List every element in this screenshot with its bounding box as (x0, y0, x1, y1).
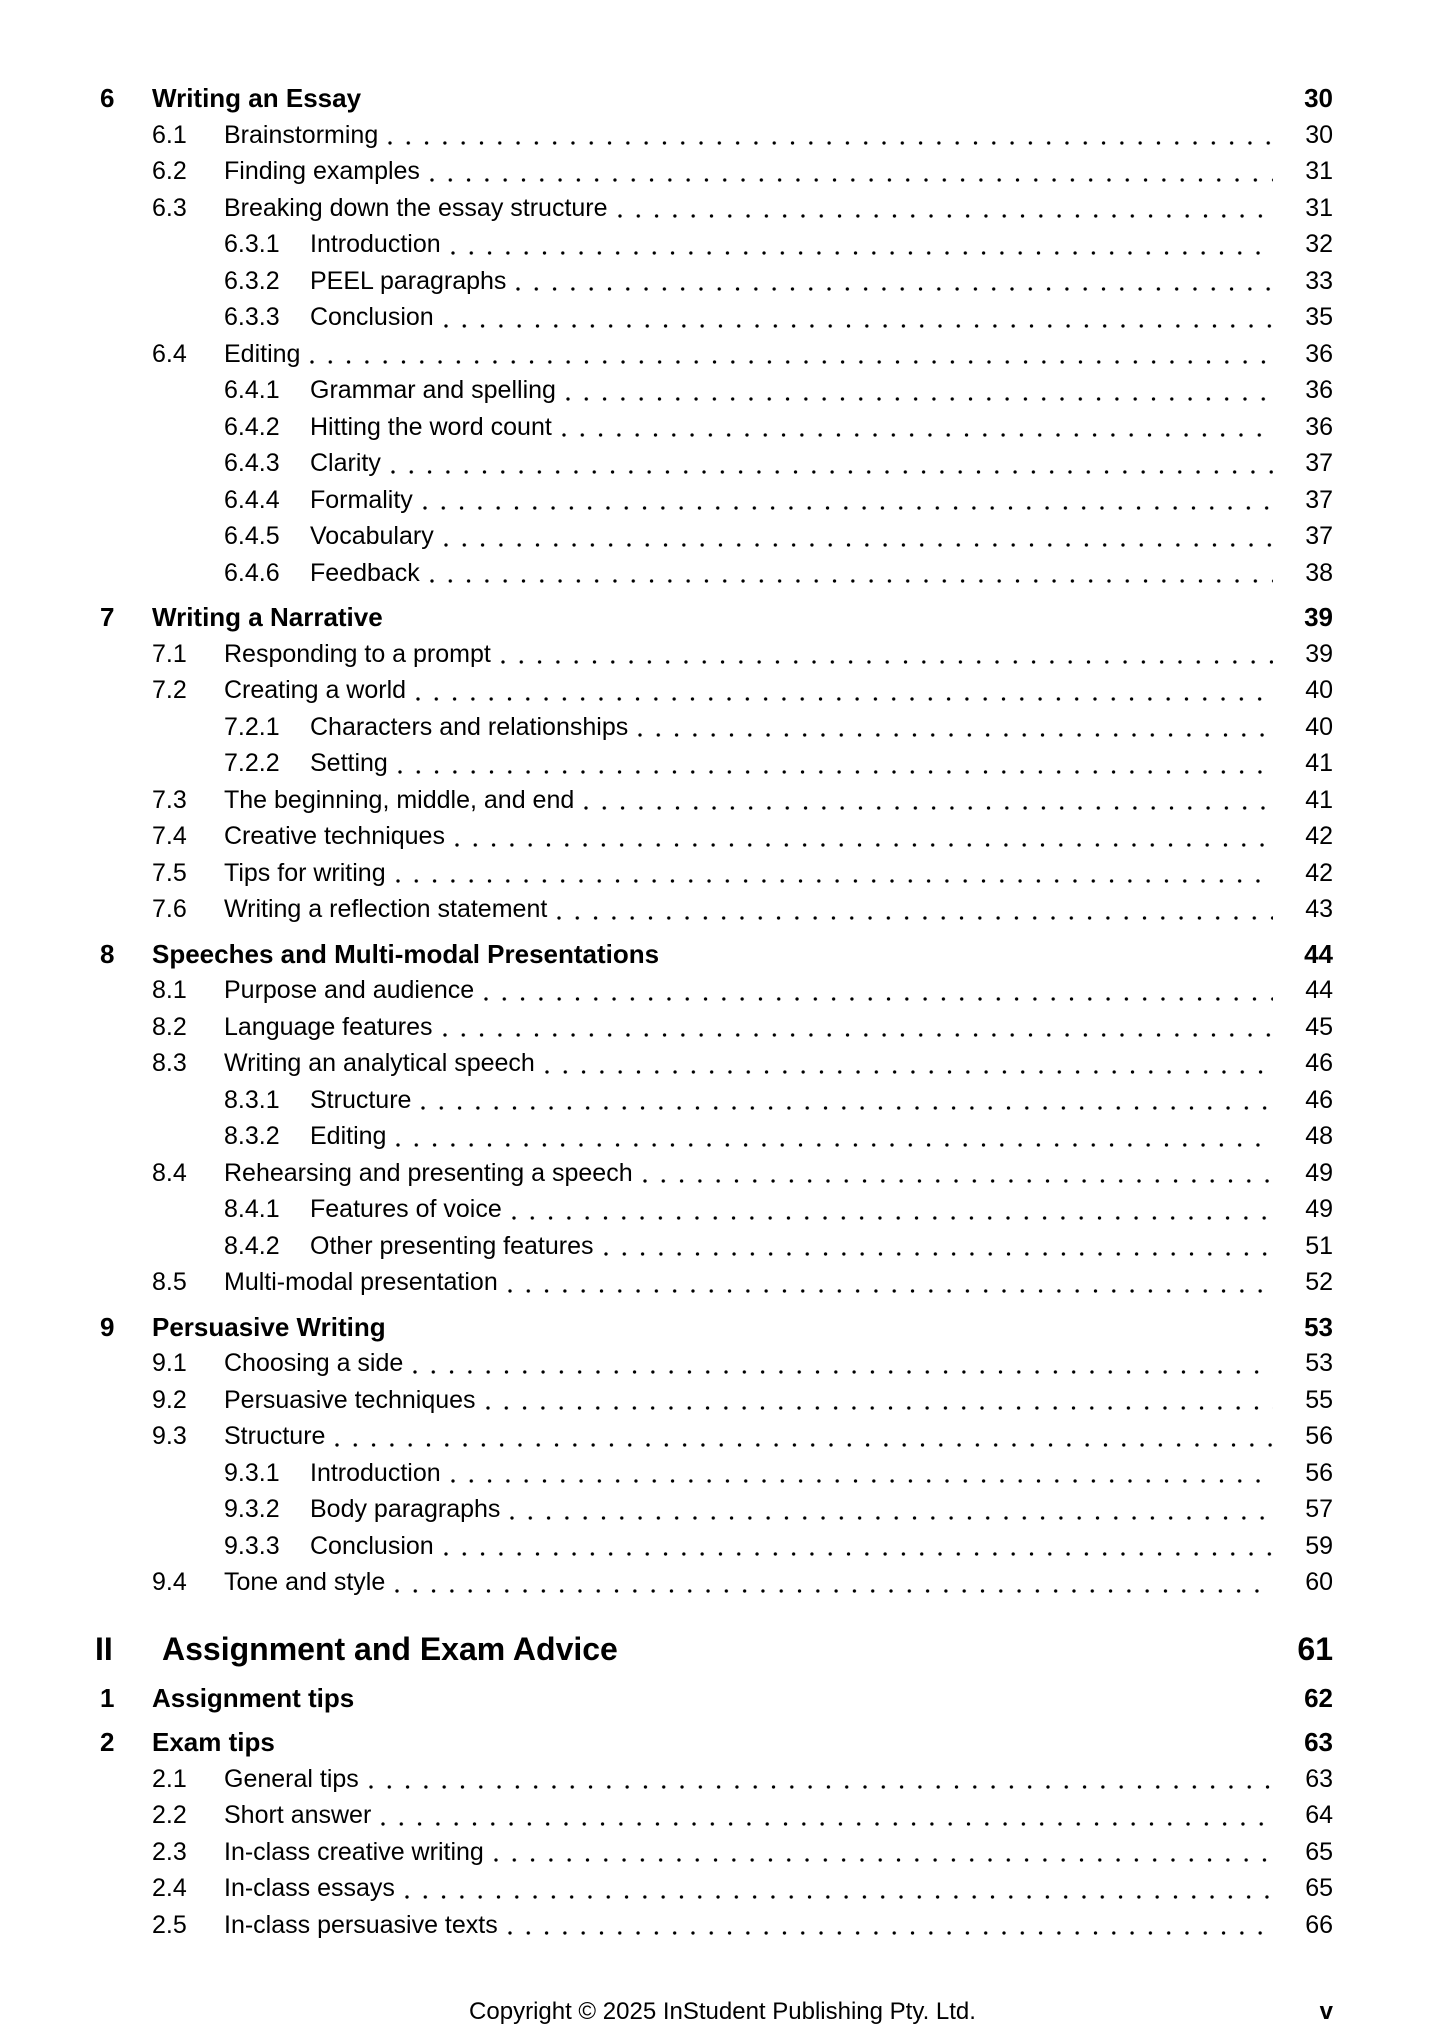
toc-entry-page: 36 (1305, 339, 1333, 368)
toc-entry[interactable] (0, 782, 1333, 819)
toc-entry-number: 9.4 (152, 1568, 187, 1596)
dot-leader (451, 1479, 1273, 1483)
toc-entry-number: 9.3.3 (224, 1531, 280, 1560)
toc-entry-page: 53 (1305, 1349, 1333, 1377)
dot-leader (643, 1179, 1273, 1183)
toc-entry-title: Editing (224, 339, 301, 368)
toc-entry-title: Assignment tips (152, 1682, 355, 1713)
toc-entry[interactable] (0, 445, 1333, 482)
toc-entry-page: 62 (1304, 1682, 1333, 1713)
toc-entry-page: 31 (1305, 157, 1333, 185)
dot-leader (455, 843, 1273, 847)
toc-entry-number: 2 (100, 1727, 115, 1757)
toc-entry-page: 44 (1304, 938, 1333, 969)
toc-entry[interactable] (0, 1724, 1333, 1761)
dot-leader (310, 360, 1273, 364)
dot-leader (638, 733, 1273, 737)
toc-entry[interactable] (0, 709, 1333, 746)
toc-entry-page: 32 (1305, 230, 1333, 258)
toc-entry-title: Introduction (310, 1458, 441, 1487)
toc-entry-number: 8.1 (152, 976, 187, 1004)
toc-entry-page: 33 (1305, 266, 1333, 295)
toc-entry[interactable] (0, 599, 1333, 636)
toc-entry-page: 60 (1305, 1568, 1333, 1596)
toc-entry-number: 6.4.1 (224, 376, 280, 404)
dot-leader (510, 1516, 1273, 1520)
toc-entry-title: Editing (310, 1122, 387, 1150)
dot-leader (566, 397, 1273, 401)
toc-entry-number: 7.1 (152, 639, 187, 668)
toc-entry-number: 1 (100, 1682, 115, 1713)
toc-entry-title: Multi-modal presentation (224, 1268, 498, 1296)
toc-entry-title: Writing an Essay (152, 83, 362, 113)
toc-entry[interactable] (0, 372, 1333, 409)
dot-leader (451, 251, 1273, 255)
toc-entry[interactable] (0, 1118, 1333, 1155)
toc-entry-number: 8.2 (152, 1012, 187, 1041)
toc-entry-title: Finding examples (224, 157, 420, 185)
toc-entry-number: 9.2 (152, 1385, 187, 1414)
toc-entry-title: Tone and style (224, 1568, 386, 1596)
toc-entry-number: 9.3.1 (224, 1458, 280, 1487)
dot-leader (413, 1370, 1273, 1374)
toc-entry-page: 37 (1305, 522, 1333, 550)
toc-entry-number: 6 (100, 83, 115, 113)
toc-entry-page: 45 (1305, 1012, 1333, 1041)
toc-entry[interactable] (0, 190, 1333, 227)
toc-entry-number: 8.4.2 (224, 1231, 280, 1260)
toc-entry[interactable] (0, 1834, 1333, 1871)
toc-entry-number: 9 (100, 1311, 115, 1342)
toc-entry-page: 63 (1305, 1764, 1333, 1793)
toc-entry-title: Conclusion (310, 1531, 434, 1560)
toc-entry-number: 6.3.2 (224, 266, 280, 295)
toc-entry-title: In-class creative writing (224, 1837, 484, 1866)
toc-entry-title: Other presenting features (310, 1231, 594, 1260)
toc-entry-number: 6.1 (152, 120, 187, 149)
toc-entry-number: 6.4.4 (224, 485, 280, 514)
toc-entry-page: 48 (1305, 1122, 1333, 1150)
toc-entry-title: Creating a world (224, 676, 407, 704)
toc-entry-title: Feedback (310, 558, 420, 587)
toc-entry[interactable] (0, 1528, 1333, 1565)
toc-entry-page: 42 (1305, 822, 1333, 850)
toc-entry-page: 43 (1305, 895, 1333, 923)
toc-entry-page: 49 (1305, 1195, 1333, 1223)
toc-entry[interactable] (0, 153, 1333, 190)
dot-leader (405, 1895, 1273, 1899)
toc-entry[interactable] (0, 1155, 1333, 1192)
toc-entry[interactable] (0, 1228, 1333, 1265)
toc-entry-number: 8.5 (152, 1268, 187, 1296)
toc-entry-number: 9.3.2 (224, 1495, 280, 1523)
toc-entry-page: 40 (1305, 712, 1333, 741)
toc-entry-number: 6.4.5 (224, 522, 280, 550)
page-footer (0, 1996, 1445, 2028)
toc-entry-number: 8.3.2 (224, 1122, 280, 1150)
toc-entry-number: 7.2.2 (224, 749, 280, 777)
toc-entry-title: Writing a Narrative (152, 602, 383, 632)
toc-entry-title: Structure (310, 1085, 412, 1114)
toc-entry-title: Tips for writing (224, 858, 386, 887)
toc-entry[interactable] (0, 1191, 1333, 1228)
dot-leader (396, 879, 1273, 883)
toc-entry-page: 41 (1305, 785, 1333, 814)
toc-entry[interactable] (0, 1045, 1333, 1082)
dot-leader (486, 1406, 1273, 1410)
dot-leader (443, 1033, 1273, 1037)
toc-entry[interactable] (0, 1628, 1333, 1670)
toc-entry-title: Exam tips (152, 1727, 275, 1757)
dot-leader (423, 506, 1273, 510)
dot-leader (396, 1143, 1273, 1147)
toc-entry[interactable] (0, 226, 1333, 263)
toc-entry-title: Characters and relationships (310, 712, 629, 741)
toc-entry-page: 64 (1305, 1801, 1333, 1829)
toc-entry-title: Introduction (310, 230, 441, 258)
toc-entry[interactable] (0, 299, 1333, 336)
dot-leader (388, 141, 1273, 145)
toc-entry-title: Breaking down the essay structure (224, 193, 608, 222)
toc-entry-title: Purpose and audience (224, 976, 475, 1004)
toc-entry-title: Writing an analytical speech (224, 1049, 535, 1077)
toc-entry[interactable] (0, 1870, 1333, 1907)
toc-entry-number: 8 (100, 938, 115, 969)
toc-entry[interactable] (0, 672, 1333, 709)
dot-leader (381, 1822, 1273, 1826)
toc-entry-page: 40 (1305, 676, 1333, 704)
dot-leader (391, 470, 1273, 474)
toc-entry-page: 37 (1305, 485, 1333, 514)
toc-entry[interactable] (0, 518, 1333, 555)
toc-entry-title: Short answer (224, 1801, 372, 1829)
toc-entry-page: 53 (1304, 1311, 1333, 1342)
toc-entry-page: 55 (1305, 1385, 1333, 1414)
toc-entry-title: Responding to a prompt (224, 639, 491, 668)
toc-entry[interactable] (0, 1264, 1333, 1301)
toc-entry-title: Body paragraphs (310, 1495, 501, 1523)
toc-entry-title: Persuasive techniques (224, 1385, 476, 1414)
dot-leader (557, 916, 1273, 920)
toc-entry[interactable] (0, 555, 1333, 592)
toc-entry-number: 6.4.2 (224, 412, 280, 441)
toc-entry-page: 46 (1305, 1049, 1333, 1077)
toc-entry-number: 7.6 (152, 895, 187, 923)
toc-entry[interactable] (0, 972, 1333, 1009)
toc-entry-number: 7 (100, 602, 115, 632)
dot-leader (516, 287, 1273, 291)
toc-entry-number: 2.3 (152, 1837, 187, 1866)
dot-leader (430, 579, 1273, 583)
dot-leader (416, 697, 1273, 701)
toc-entry[interactable] (0, 1345, 1333, 1382)
toc-entry-page: 59 (1305, 1531, 1333, 1560)
toc-entry-page: 30 (1305, 120, 1333, 149)
toc-entry[interactable] (0, 80, 1333, 117)
toc-entry-number: 8.4 (152, 1158, 187, 1187)
toc-entry-title: Setting (310, 749, 388, 777)
toc-entry-page: 36 (1305, 376, 1333, 404)
toc-entry-number: 2.1 (152, 1764, 187, 1793)
dot-leader (444, 543, 1273, 547)
dot-leader (335, 1443, 1273, 1447)
toc-entry-number: 2.4 (152, 1874, 187, 1902)
footer-copyright: Copyright © 2025 InStudent Publishing Pty. Ltd. (469, 1998, 976, 2025)
toc-entry-number: 9.3 (152, 1422, 187, 1450)
dot-leader (430, 178, 1273, 182)
toc-entry-number: 7.4 (152, 822, 187, 850)
toc-entry[interactable] (0, 891, 1333, 928)
dot-leader (444, 324, 1273, 328)
toc-entry-page: 56 (1305, 1458, 1333, 1487)
toc-entry-page: 57 (1305, 1495, 1333, 1523)
dot-leader (398, 770, 1273, 774)
toc-entry-page: 66 (1305, 1910, 1333, 1939)
dot-leader (494, 1858, 1273, 1862)
toc-entry-number: 2.2 (152, 1801, 187, 1829)
toc-entry[interactable] (0, 117, 1333, 154)
dot-leader (604, 1252, 1274, 1256)
toc-entry-page: 39 (1304, 602, 1333, 632)
toc-entry-page: 42 (1305, 858, 1333, 887)
toc-entry[interactable] (0, 1082, 1333, 1119)
dot-leader (395, 1589, 1273, 1593)
dot-leader (545, 1070, 1273, 1074)
toc-entry-page: 44 (1305, 976, 1333, 1004)
toc-entry-title: PEEL paragraphs (310, 266, 507, 295)
toc-entry[interactable] (0, 855, 1333, 892)
toc-entry[interactable] (0, 1009, 1333, 1046)
toc-entry-number: 9.1 (152, 1349, 187, 1377)
toc-entry[interactable] (0, 409, 1333, 446)
toc-entry-number: 6.3.3 (224, 303, 280, 331)
toc-entry-page: 51 (1305, 1231, 1333, 1260)
toc-entry-number: 6.2 (152, 157, 187, 185)
toc-entry-page: 63 (1304, 1727, 1333, 1757)
toc-entry-title: Formality (310, 485, 413, 514)
toc-entry-title: Vocabulary (310, 522, 434, 550)
toc-entry-title: Assignment and Exam Advice (162, 1630, 618, 1667)
toc-entry-page: 30 (1304, 83, 1333, 113)
toc-entry[interactable] (0, 1564, 1333, 1601)
toc-entry-title: In-class essays (224, 1874, 395, 1902)
toc-entry[interactable] (0, 1491, 1333, 1528)
toc-entry-page: 41 (1305, 749, 1333, 777)
toc-entry[interactable] (0, 1680, 1333, 1717)
toc-entry-title: Rehearsing and presenting a speech (224, 1158, 633, 1187)
toc-entry[interactable] (0, 636, 1333, 673)
toc-entry-number: 7.2 (152, 676, 187, 704)
toc-entry-page: 36 (1305, 412, 1333, 441)
toc-entry-number: 8.3.1 (224, 1085, 280, 1114)
toc-entry-title: Brainstorming (224, 120, 379, 149)
dot-leader (584, 806, 1273, 810)
toc-entry-title: Conclusion (310, 303, 434, 331)
toc-entry-page: 46 (1305, 1085, 1333, 1114)
toc-entry-title: Persuasive Writing (152, 1311, 386, 1342)
toc-entry-number: 6.3.1 (224, 230, 280, 258)
dot-leader (484, 997, 1273, 1001)
toc-entry[interactable] (0, 1455, 1333, 1492)
toc-entry[interactable] (0, 1309, 1333, 1346)
dot-leader (501, 660, 1273, 664)
toc-entry-page: 56 (1305, 1422, 1333, 1450)
toc-entry-title: Creative techniques (224, 822, 445, 850)
dot-leader (618, 214, 1273, 218)
toc-entry-number: 2.5 (152, 1910, 187, 1939)
toc-entry-number: 6.4.3 (224, 449, 280, 477)
toc-entry[interactable] (0, 1382, 1333, 1419)
dot-leader (444, 1552, 1273, 1556)
dot-leader (508, 1931, 1273, 1935)
toc-entry-title: In-class persuasive texts (224, 1910, 498, 1939)
toc-entry-page: 61 (1297, 1630, 1333, 1667)
toc-entry-number: 8.3 (152, 1049, 187, 1077)
toc-entry-title: Grammar and spelling (310, 376, 556, 404)
toc-entry-title: The beginning, middle, and end (224, 785, 575, 814)
dot-leader (512, 1216, 1273, 1220)
toc-entry[interactable] (0, 1761, 1333, 1798)
toc-entry-page: 52 (1305, 1268, 1333, 1296)
toc-entry-title: Speeches and Multi-modal Presentations (152, 938, 660, 969)
toc-entry-number: 7.5 (152, 858, 187, 887)
dot-leader (421, 1106, 1273, 1110)
toc-entry[interactable] (0, 1797, 1333, 1834)
toc-entry-number: II (95, 1630, 113, 1667)
toc-entry-page: 49 (1305, 1158, 1333, 1187)
toc-entry-title: General tips (224, 1764, 359, 1793)
toc-entry-page: 38 (1305, 558, 1333, 587)
toc-entry-title: Choosing a side (224, 1349, 404, 1377)
toc-entry-title: Writing a reflection statement (224, 895, 548, 923)
toc-entry-number: 6.4 (152, 339, 187, 368)
toc-entry-page: 31 (1305, 193, 1333, 222)
toc-entry[interactable] (0, 818, 1333, 855)
toc-entry[interactable] (0, 336, 1333, 373)
toc-entry-title: Language features (224, 1012, 433, 1041)
footer-page-number: v (1319, 1998, 1333, 2025)
toc-entry-page: 37 (1305, 449, 1333, 477)
toc-entry[interactable] (0, 1907, 1333, 1944)
toc-entry-title: Hitting the word count (310, 412, 552, 441)
toc-entry[interactable] (0, 263, 1333, 300)
toc-entry-page: 39 (1305, 639, 1333, 668)
toc-entry-number: 7.3 (152, 785, 187, 814)
toc-entry-page: 65 (1305, 1837, 1333, 1866)
toc-entry-number: 6.3 (152, 193, 187, 222)
dot-leader (562, 433, 1273, 437)
toc-entry-title: Structure (224, 1422, 326, 1450)
toc-entry-number: 7.2.1 (224, 712, 280, 741)
toc-entry-title: Features of voice (310, 1195, 502, 1223)
toc-entry[interactable] (0, 936, 1333, 973)
toc-entry[interactable] (0, 1418, 1333, 1455)
toc-entry-number: 6.4.6 (224, 558, 280, 587)
toc-entry[interactable] (0, 745, 1333, 782)
dot-leader (369, 1785, 1273, 1789)
toc-entry[interactable] (0, 482, 1333, 519)
toc-entry-title: Clarity (310, 449, 381, 477)
dot-leader (508, 1289, 1273, 1293)
toc-entry-page: 35 (1305, 303, 1333, 331)
toc-entry-page: 65 (1305, 1874, 1333, 1902)
toc-entry-number: 8.4.1 (224, 1195, 280, 1223)
